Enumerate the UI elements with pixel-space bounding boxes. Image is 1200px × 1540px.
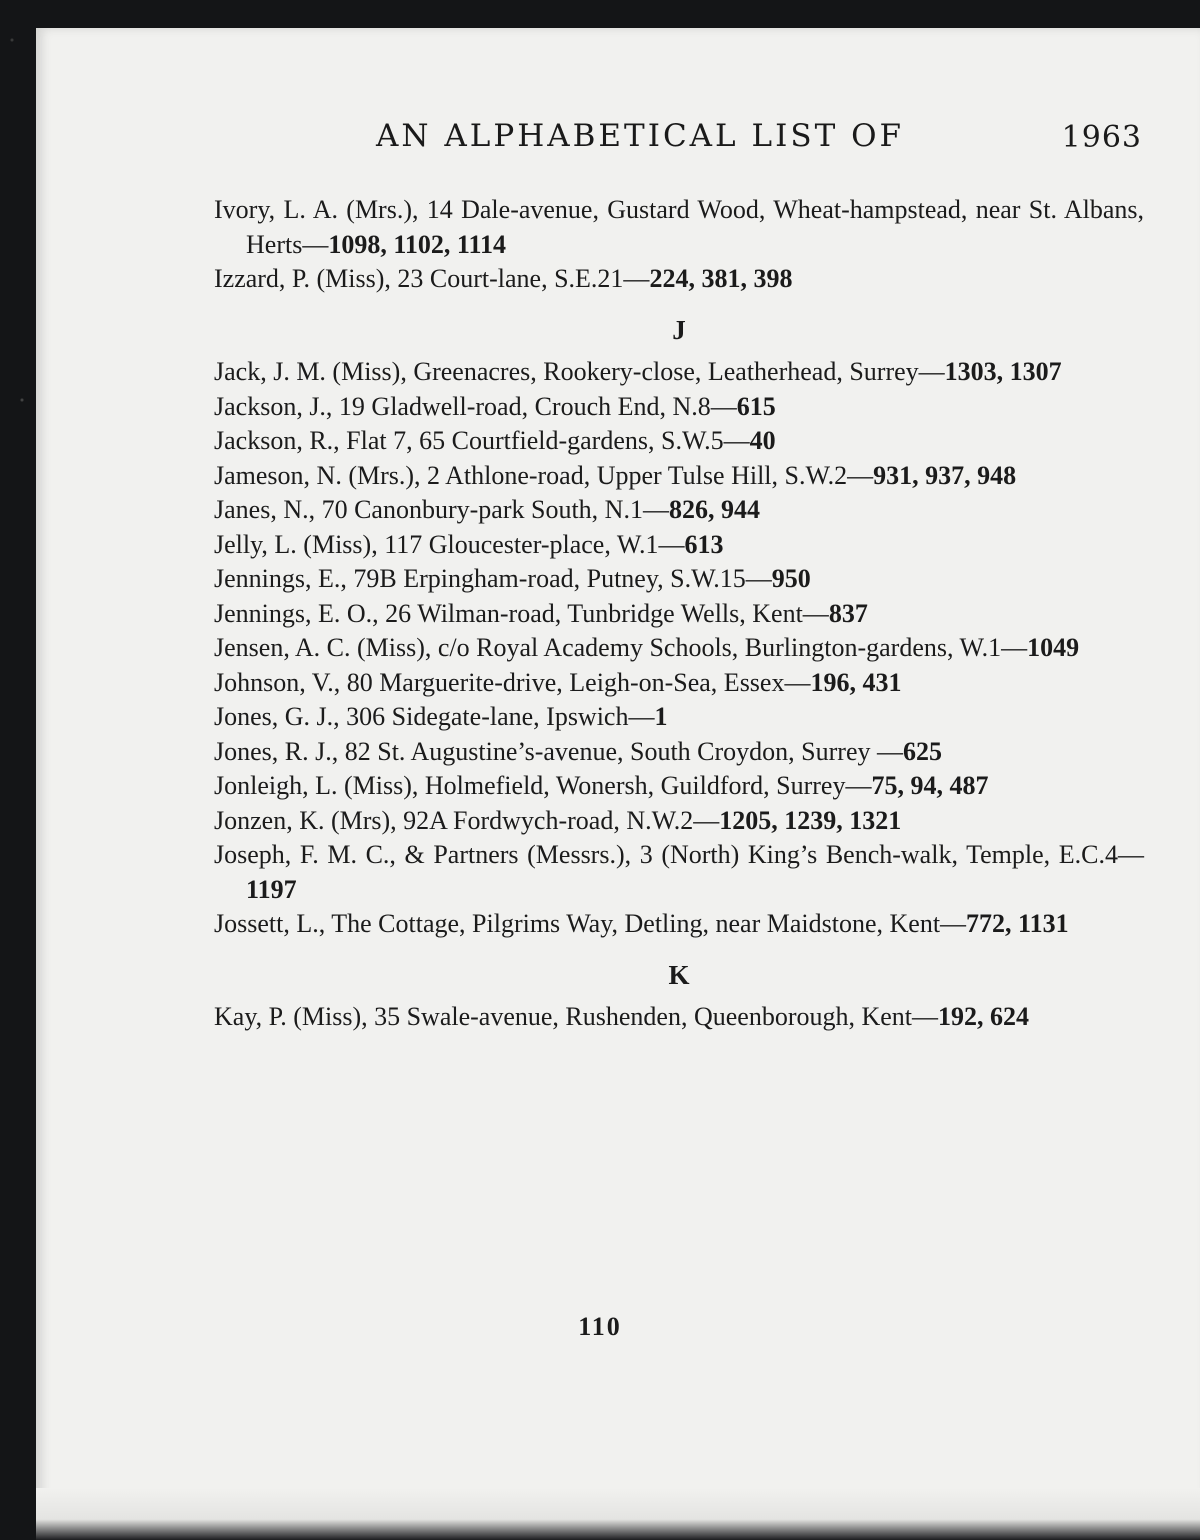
entry-numbers: 1303, 1307 — [944, 357, 1062, 386]
list-item — [214, 597, 1144, 632]
entry-text: Jackson, R., Flat 7, 65 Courtfield-gardens, S.W.5— — [214, 426, 750, 455]
entry-text: Jonleigh, L. (Miss), Holmefield, Wonersh, Guildford, Surrey— — [214, 771, 872, 800]
list-item — [214, 735, 1144, 770]
list-item — [214, 700, 1144, 735]
entry-numbers: 1205, 1239, 1321 — [719, 805, 902, 835]
entry-text: Jossett, L., The Cottage, Pilgrims Way, Detling, near Maidstone, Kent— — [214, 909, 967, 938]
entry-text: Jensen, A. C. (Miss), c/o Royal Academy Schools, Burlington-gardens, W.1— — [214, 633, 1028, 662]
entry-text: Jameson, N. (Mrs.), 2 Athlone-road, Upper Tulse Hill, S.W.2— — [214, 460, 874, 490]
entry-numbers: 196, 431 — [810, 667, 902, 697]
list-item — [214, 193, 1144, 262]
entry-text: Jones, G. J., 306 Sidegate-lane, Ipswich— — [214, 702, 655, 731]
entry-numbers: 1049 — [1027, 633, 1080, 662]
entry-numbers: 826, 944 — [668, 495, 760, 524]
entry-text: Jones, R. J., 82 St. Augustine’s-avenue, South Croydon, Surrey — — [214, 736, 903, 766]
entry-numbers: 837 — [828, 598, 868, 628]
entry-numbers: 75, 94, 487 — [871, 771, 989, 800]
entry-text: Jennings, E., 79B Erpingham-road, Putney, S.W.15— — [214, 564, 772, 593]
list-item — [214, 528, 1144, 563]
entry-text: Joseph, F. M. C., & Partners (Messrs.), 3 (North) King’s Bench-walk, Temple, E.C.4— — [214, 840, 1144, 869]
directory-list — [214, 193, 1144, 1035]
list-item — [214, 424, 1144, 459]
list-item — [214, 493, 1144, 528]
list-item — [214, 1000, 1144, 1035]
header-year: 1963 — [1061, 120, 1142, 155]
entry-text: Izzard, P. (Miss), 23 Court-lane, S.E.21— — [214, 264, 650, 293]
entry-text: Jackson, J., 19 Gladwell-road, Crouch End, N.8— — [214, 391, 737, 421]
entry-numbers: 1 — [654, 702, 668, 731]
entry-text: Jack, J. M. (Miss), Greenacres, Rookery-close, Leatherhead, Surrey— — [214, 357, 945, 386]
entry-numbers: 772, 1131 — [966, 909, 1069, 938]
running-header — [376, 118, 1146, 162]
entry-numbers: 931, 937, 948 — [873, 460, 1017, 490]
entry-text: Jennings, E. O., 26 Wilman-road, Tunbridge Wells, Kent— — [214, 598, 829, 628]
entry-numbers: 625 — [903, 736, 942, 766]
section-heading-j: J — [672, 314, 686, 345]
list-item — [214, 459, 1144, 494]
entry-text: Jelly, L. (Miss), 117 Gloucester-place, W.1— — [214, 529, 685, 559]
list-item — [214, 838, 1144, 907]
list-item — [214, 562, 1144, 597]
section-heading-k: K — [668, 959, 690, 990]
entry-numbers: 40 — [749, 426, 776, 455]
list-item — [214, 390, 1144, 425]
entry-numbers: 192, 624 — [938, 1002, 1030, 1031]
entry-text: Kay, P. (Miss), 35 Swale-avenue, Rushenden, Queenborough, Kent— — [214, 1002, 939, 1031]
entry-text: Jonzen, K. (Mrs), 92A Fordwych-road, N.W.2— — [214, 805, 720, 835]
entry-numbers: 613 — [684, 529, 724, 559]
running-title: AN ALPHABETICAL LIST OF — [376, 118, 905, 154]
page-bottom-edge — [36, 1488, 1200, 1540]
list-item — [214, 666, 1144, 701]
entry-numbers: 1098, 1102, 1114 — [328, 229, 507, 259]
list-item — [214, 907, 1144, 942]
entry-numbers: 1197 — [246, 874, 297, 904]
entry-text: Ivory, L. A. (Mrs.), 14 Dale-avenue, Gustard Wood, Wheat-hampstead, near St. Albans, Herts— — [214, 195, 1144, 259]
entry-text: Johnson, V., 80 Marguerite-drive, Leigh-on-Sea, Essex— — [214, 667, 811, 697]
list-item — [214, 262, 1144, 297]
entry-numbers: 615 — [736, 391, 776, 421]
entry-text: Janes, N., 70 Canonbury-park South, N.1— — [214, 495, 669, 524]
page-number: 110 — [578, 1312, 622, 1341]
list-item — [214, 355, 1144, 390]
list-item — [214, 769, 1144, 804]
entry-numbers: 950 — [771, 564, 811, 593]
list-item — [214, 631, 1144, 666]
list-item — [214, 804, 1144, 839]
entry-numbers: 224, 381, 398 — [649, 264, 793, 293]
